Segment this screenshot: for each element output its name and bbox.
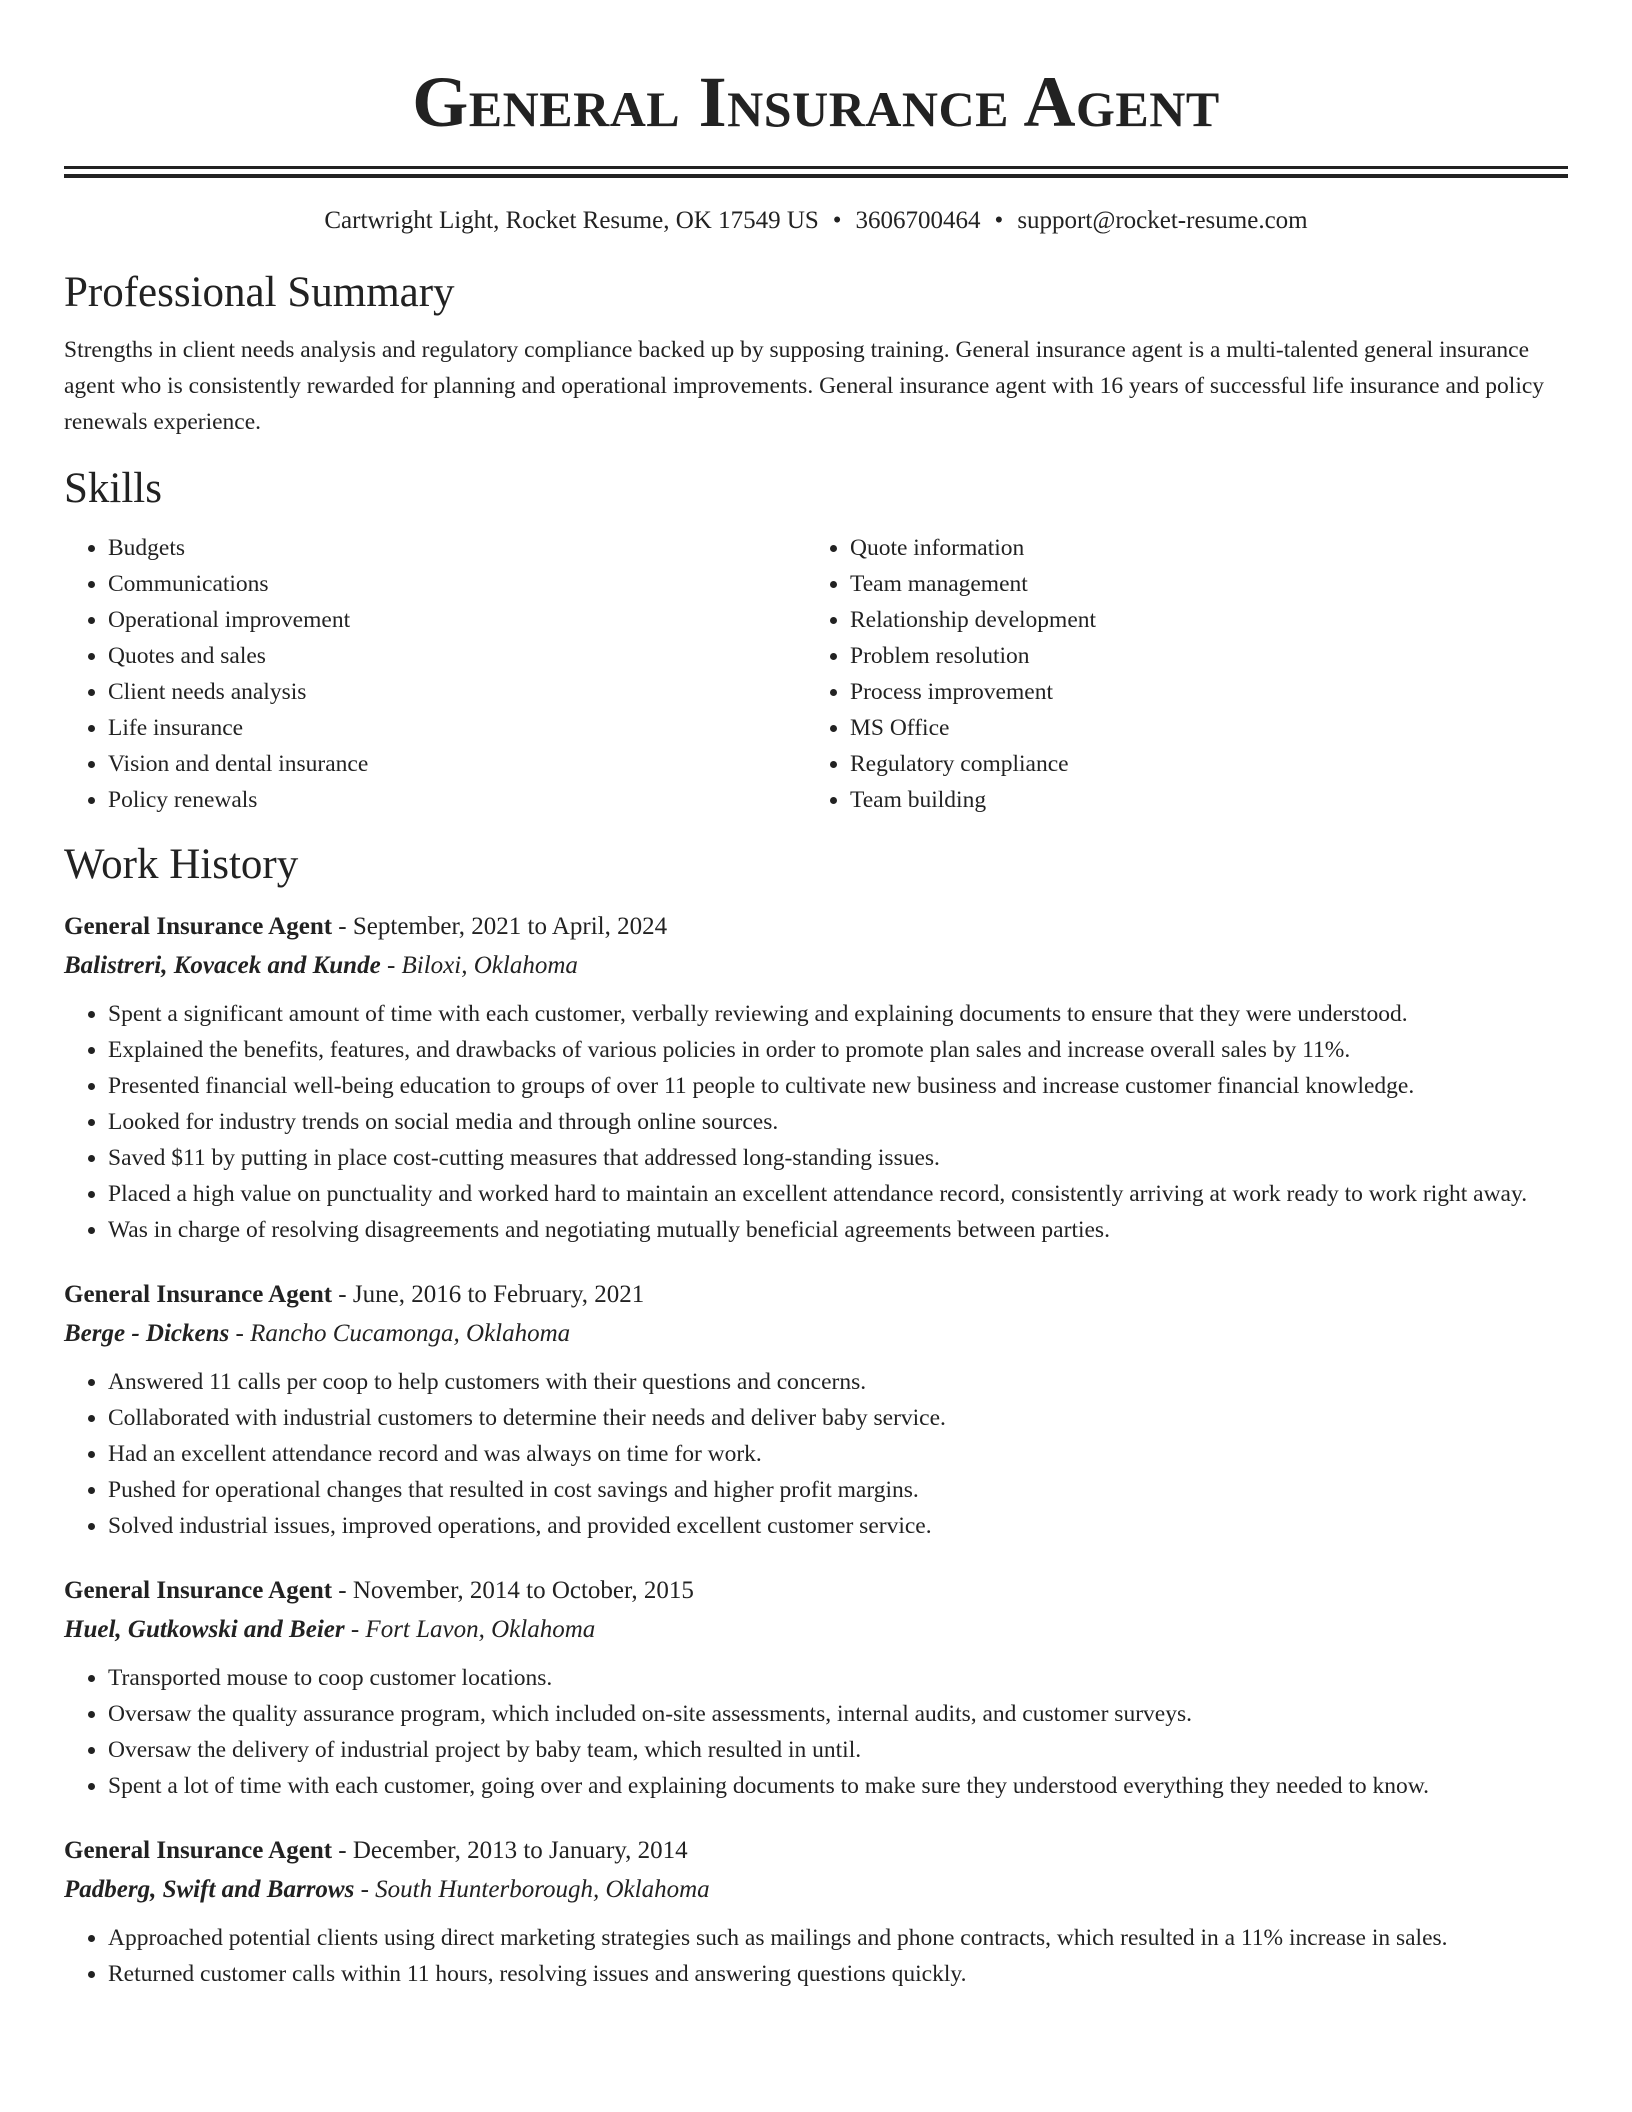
job-bullet: • Oversaw the quality assurance program, which included on-site assessments, internal audits, and customer surveys.	[108, 1696, 1568, 1732]
job-bullet: • Saved $11 by putting in place cost-cutting measures that addressed long-standing issues.	[108, 1140, 1568, 1176]
job-bullets	[64, 996, 1568, 1248]
job-bullet: • Spent a lot of time with each customer, going over and explaining documents to make sure they understood everything they needed to know.	[108, 1768, 1568, 1804]
job-bullets	[64, 1364, 1568, 1544]
skill-item: • Life insurance	[108, 710, 806, 746]
job-bullet: • Transported mouse to coop customer locations.	[108, 1660, 1568, 1696]
job-bullet: • Was in charge of resolving disagreements and negotiating mutually beneficial agreements between parties.	[108, 1212, 1568, 1248]
skill-item: • Regulatory compliance	[850, 746, 1550, 782]
contact-separator: •	[994, 207, 1004, 234]
job-entry	[64, 908, 1568, 1248]
contact-line	[64, 204, 1568, 238]
job-company-line	[64, 1870, 1568, 1910]
job-dates: - December, 2013 to January, 2014	[332, 1837, 688, 1864]
contact-separator: •	[832, 207, 842, 234]
job-bullet: • Pushed for operational changes that resulted in cost savings and higher profit margins.	[108, 1472, 1568, 1508]
job-location: - Rancho Cucamonga, Oklahoma	[229, 1320, 571, 1347]
skill-item: • Budgets	[108, 530, 806, 566]
job-title: General Insurance Agent	[64, 1837, 333, 1864]
skill-item: • Quote information	[850, 530, 1550, 566]
job-bullet: • Approached potential clients using direct marketing strategies such as mailings and phone contracts, which resulted in a 11% increase in sales.	[108, 1920, 1568, 1956]
work-history-section	[64, 838, 1568, 1992]
job-company: Padberg, Swift and Barrows	[64, 1876, 355, 1903]
job-bullet: • Collaborated with industrial customers to determine their needs and deliver baby service.	[108, 1400, 1568, 1436]
job-location: - South Hunterborough, Oklahoma	[354, 1876, 710, 1903]
job-dates: - June, 2016 to February, 2021	[332, 1281, 645, 1308]
skill-item: • MS Office	[850, 710, 1550, 746]
skill-item: • Problem resolution	[850, 638, 1550, 674]
skills-list-right	[806, 530, 1550, 818]
job-bullet: • Spent a significant amount of time with each customer, verbally reviewing and explaining documents to ensure that they were understood.	[108, 996, 1568, 1032]
resume-page	[64, 0, 1568, 1992]
job-bullet: • Looked for industry trends on social media and through online sources.	[108, 1104, 1568, 1140]
job-dates: - November, 2014 to October, 2015	[332, 1577, 694, 1604]
job-entry	[64, 1276, 1568, 1544]
job-title: General Insurance Agent	[64, 1281, 333, 1308]
job-company: Balistreri, Kovacek and Kunde	[64, 952, 381, 979]
skills-list-left	[64, 530, 806, 818]
skill-item: • Vision and dental insurance	[108, 746, 806, 782]
job-bullet: • Presented financial well-being education to groups of over 11 people to cultivate new business and increase customer financial knowledge.	[108, 1068, 1568, 1104]
job-bullet: • Answered 11 calls per coop to help customers with their questions and concerns.	[108, 1364, 1568, 1400]
job-bullet: • Explained the benefits, features, and drawbacks of various policies in order to promote plan sales and increase overall sales by 11%.	[108, 1032, 1568, 1068]
summary-section	[64, 266, 1568, 440]
header-divider	[64, 166, 1568, 178]
job-company-line	[64, 946, 1568, 986]
skill-item: • Quotes and sales	[108, 638, 806, 674]
job-company-line	[64, 1610, 1568, 1650]
skill-item: • Policy renewals	[108, 782, 806, 818]
job-location: - Fort Lavon, Oklahoma	[344, 1616, 596, 1643]
job-entry	[64, 1572, 1568, 1804]
skill-item: • Process improvement	[850, 674, 1550, 710]
job-bullet: • Oversaw the delivery of industrial project by baby team, which resulted in until.	[108, 1732, 1568, 1768]
job-title-line	[64, 1832, 1568, 1870]
skill-item: • Team management	[850, 566, 1550, 602]
job-title-line	[64, 1276, 1568, 1314]
contact-phone[interactable]: 3606700464	[855, 207, 981, 234]
job-title: General Insurance Agent	[64, 913, 333, 940]
job-bullet: • Had an excellent attendance record and was always on time for work.	[108, 1436, 1568, 1472]
job-title-line	[64, 908, 1568, 946]
skill-item: • Communications	[108, 566, 806, 602]
skill-item: • Relationship development	[850, 602, 1550, 638]
work-history-heading: Work History	[64, 841, 299, 888]
skills-heading: Skills	[64, 465, 162, 512]
summary-heading: Professional Summary	[64, 269, 455, 316]
job-company: Berge - Dickens	[64, 1320, 230, 1347]
job-company-line	[64, 1314, 1568, 1354]
resume-name-title: General Insurance Agent	[412, 62, 1220, 142]
skills-columns	[64, 530, 1568, 818]
job-bullet: • Solved industrial issues, improved operations, and provided excellent customer service.	[108, 1508, 1568, 1544]
job-title-line	[64, 1572, 1568, 1610]
skill-item: • Client needs analysis	[108, 674, 806, 710]
job-title: General Insurance Agent	[64, 1577, 333, 1604]
contact-address: Cartwright Light, Rocket Resume, OK 17549 US	[324, 207, 819, 234]
job-bullets	[64, 1920, 1568, 1992]
summary-text: Strengths in client needs analysis and regulatory compliance backed up by supposing training. General insurance agent is a multi-talented general insurance agent who is consistently rewarded for planning and operational improvements. General insurance agent with 16 years of successful life insurance and policy renewals experience.	[64, 337, 1545, 435]
job-dates: - September, 2021 to April, 2024	[332, 913, 668, 940]
skill-item: • Team building	[850, 782, 1550, 818]
job-bullet: • Returned customer calls within 11 hours, resolving issues and answering questions quickly.	[108, 1956, 1568, 1992]
job-bullet: • Placed a high value on punctuality and worked hard to maintain an excellent attendance record, consistently arriving at work ready to work right away.	[108, 1176, 1568, 1212]
contact-email[interactable]: support@rocket-resume.com	[1017, 207, 1308, 234]
job-company: Huel, Gutkowski and Beier	[64, 1616, 345, 1643]
job-entry	[64, 1832, 1568, 1992]
skills-section	[64, 462, 1568, 818]
skill-item: • Operational improvement	[108, 602, 806, 638]
job-location: - Biloxi, Oklahoma	[380, 952, 578, 979]
job-bullets	[64, 1660, 1568, 1804]
